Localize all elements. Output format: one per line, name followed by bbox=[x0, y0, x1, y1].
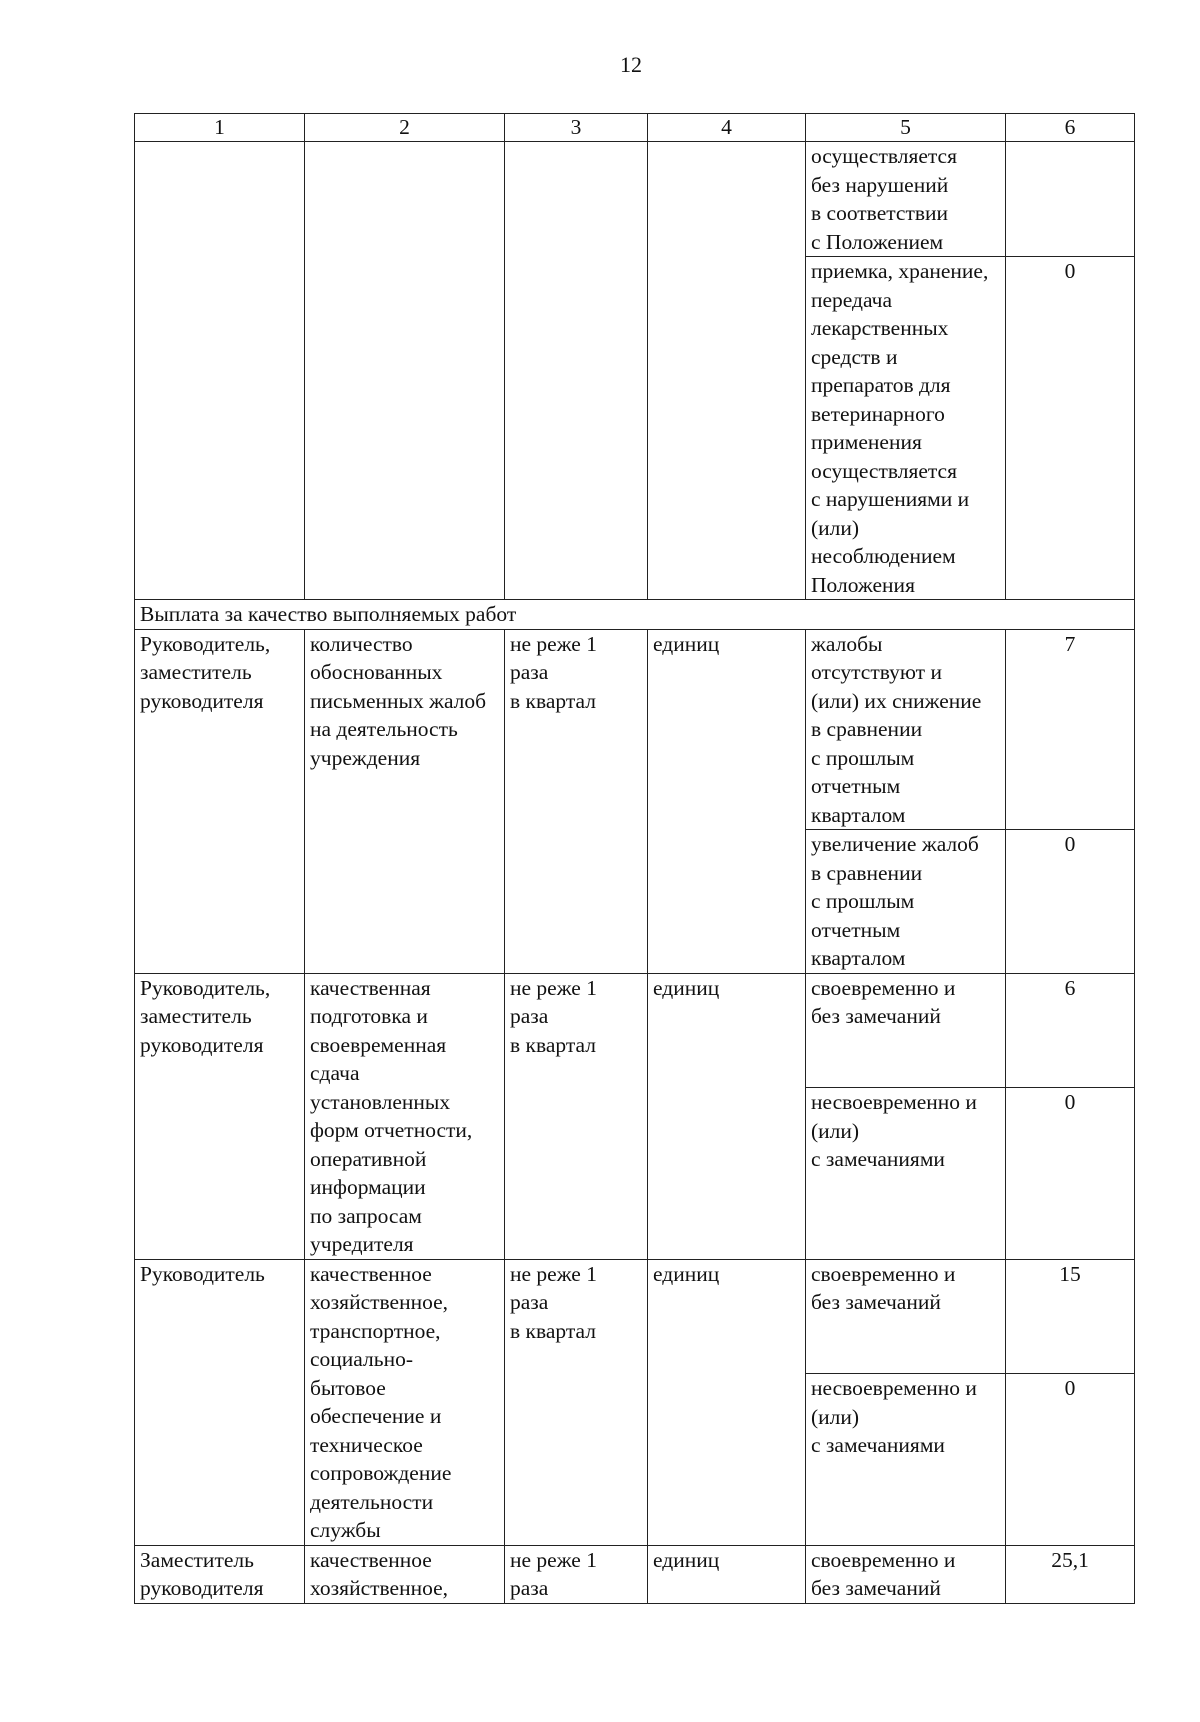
cell-line: с Положением bbox=[811, 229, 944, 254]
score-cell: 0 bbox=[1006, 1374, 1135, 1545]
cell-line: без нарушений bbox=[811, 172, 949, 197]
cell-line: своевременно и bbox=[811, 975, 956, 1000]
cell-line: руководителя bbox=[140, 1576, 264, 1600]
score-cell: 7 bbox=[1006, 629, 1135, 830]
cell-line: Заместитель bbox=[140, 1547, 254, 1572]
table-row bbox=[135, 973, 1135, 1088]
cell-line: приемка, хранение, bbox=[811, 259, 989, 283]
position-cell bbox=[135, 142, 305, 600]
header-cell: 3 bbox=[505, 114, 648, 142]
table-row bbox=[135, 1545, 1135, 1603]
cell-line: учреждения bbox=[310, 745, 421, 770]
criteria-cell bbox=[806, 1088, 1006, 1259]
cell-line: установленных bbox=[310, 1089, 451, 1114]
cell-line: единиц bbox=[653, 1547, 720, 1572]
cell-line: в сравнении bbox=[811, 717, 923, 741]
unit-cell bbox=[648, 973, 806, 1259]
indicator-cell bbox=[305, 629, 505, 973]
cell-line: транспортное, bbox=[310, 1318, 441, 1343]
cell-line: руководителя bbox=[140, 1032, 264, 1057]
cell-line: с замечаниями bbox=[811, 1147, 945, 1172]
cell-line: не реже 1 bbox=[510, 1261, 597, 1286]
cell-line: службы bbox=[310, 1518, 381, 1542]
cell-line: отсутствуют и bbox=[811, 660, 942, 684]
cell-line: жалобы bbox=[811, 631, 883, 656]
cell-line: в квартал bbox=[510, 1318, 596, 1343]
unit-cell bbox=[648, 1259, 806, 1545]
indicator-cell bbox=[305, 142, 505, 600]
cell-line: подготовка и bbox=[310, 1004, 428, 1028]
cell-line: несвоевременно и bbox=[811, 1090, 977, 1115]
cell-line: раза bbox=[510, 1004, 549, 1028]
header-row bbox=[135, 114, 1135, 142]
cell-line: с прошлым bbox=[811, 745, 915, 770]
cell-line: не реже 1 bbox=[510, 1547, 597, 1572]
score-cell: 15 bbox=[1006, 1259, 1135, 1374]
cell-line: единиц bbox=[653, 631, 720, 656]
criteria-table bbox=[134, 113, 1135, 1604]
criteria-cell bbox=[806, 830, 1006, 974]
cell-line: не реже 1 bbox=[510, 975, 597, 1000]
table-row bbox=[135, 629, 1135, 830]
cell-line: с прошлым bbox=[811, 889, 915, 913]
score-cell: 6 bbox=[1006, 973, 1135, 1088]
cell-line: с нарушениями и bbox=[811, 487, 970, 511]
section-row bbox=[135, 600, 1135, 630]
cell-line: заместитель bbox=[140, 1004, 252, 1028]
score-cell: 0 bbox=[1006, 830, 1135, 974]
cell-line: без замечаний bbox=[811, 1576, 941, 1600]
cell-line: (или) bbox=[811, 1404, 860, 1429]
period-cell bbox=[505, 973, 648, 1259]
cell-line: увеличение жалоб bbox=[811, 832, 979, 856]
criteria-cell bbox=[806, 1374, 1006, 1545]
cell-line: несоблюдением bbox=[811, 544, 956, 568]
cell-line: Руководитель, bbox=[140, 975, 271, 1000]
cell-line: Руководитель, bbox=[140, 631, 271, 656]
cell-line: своевременно и bbox=[811, 1547, 956, 1572]
cell-line: руководителя bbox=[140, 688, 264, 713]
cell-line: техническое bbox=[310, 1432, 423, 1457]
cell-line: передача bbox=[811, 287, 893, 312]
indicator-cell bbox=[305, 1259, 505, 1545]
cell-line: деятельности bbox=[310, 1489, 434, 1514]
cell-line: социально- bbox=[310, 1347, 413, 1371]
criteria-cell bbox=[806, 142, 1006, 257]
criteria-cell bbox=[806, 629, 1006, 830]
cell-line: учредителя bbox=[310, 1232, 414, 1256]
cell-line: в сравнении bbox=[811, 860, 923, 885]
cell-line: отчетным bbox=[811, 917, 901, 942]
cell-line: с замечаниями bbox=[811, 1433, 945, 1458]
cell-line: единиц bbox=[653, 1261, 720, 1286]
section-title: Выплата за качество выполняемых работ bbox=[135, 600, 1135, 630]
score-cell bbox=[1006, 142, 1135, 257]
cell-line: качественное bbox=[310, 1547, 432, 1572]
cell-line: средств и bbox=[811, 344, 898, 369]
criteria-cell bbox=[806, 973, 1006, 1088]
period-cell bbox=[505, 1545, 648, 1603]
cell-line: на деятельность bbox=[310, 717, 458, 741]
indicator-cell bbox=[305, 1545, 505, 1603]
cell-line: без замечаний bbox=[811, 1004, 941, 1028]
position-cell bbox=[135, 1259, 305, 1545]
cell-line: в квартал bbox=[510, 1032, 596, 1057]
score-cell: 25,1 bbox=[1006, 1545, 1135, 1603]
page-number: 12 bbox=[620, 52, 642, 77]
cell-line: по запросам bbox=[310, 1203, 422, 1228]
cell-line: препаратов для bbox=[811, 373, 951, 397]
unit-cell bbox=[648, 142, 806, 600]
cell-line: информации bbox=[310, 1175, 426, 1199]
cell-line: в квартал bbox=[510, 688, 596, 713]
cell-line: своевременно и bbox=[811, 1261, 956, 1286]
cell-line: раза bbox=[510, 1290, 549, 1314]
cell-line: (или) их снижение bbox=[811, 688, 982, 713]
cell-line: обоснованных bbox=[310, 660, 443, 684]
cell-line: форм отчетности, bbox=[310, 1118, 473, 1142]
cell-line: применения bbox=[811, 430, 922, 454]
indicator-cell bbox=[305, 973, 505, 1259]
cell-line: не реже 1 bbox=[510, 631, 597, 656]
cell-line: без замечаний bbox=[811, 1290, 941, 1314]
cell-line: обеспечение и bbox=[310, 1404, 442, 1428]
cell-line: лекарственных bbox=[811, 316, 949, 340]
cell-line: (или) bbox=[811, 515, 860, 540]
cell-line: письменных жалоб bbox=[310, 688, 487, 713]
cell-line: несвоевременно и bbox=[811, 1376, 977, 1401]
cell-line: Руководитель bbox=[140, 1261, 265, 1286]
period-cell bbox=[505, 142, 648, 600]
cell-line: кварталом bbox=[811, 802, 906, 827]
criteria-cell bbox=[806, 1259, 1006, 1374]
unit-cell bbox=[648, 1545, 806, 1603]
cell-line: осуществляется bbox=[811, 144, 957, 168]
score-cell: 0 bbox=[1006, 257, 1135, 600]
cell-line: кварталом bbox=[811, 946, 906, 970]
cell-line: (или) bbox=[811, 1118, 860, 1143]
score-cell: 0 bbox=[1006, 1088, 1135, 1259]
cell-line: осуществляется bbox=[811, 458, 957, 483]
position-cell bbox=[135, 973, 305, 1259]
criteria-cell bbox=[806, 1545, 1006, 1603]
cell-line: в соответствии bbox=[811, 201, 949, 225]
cell-line: хозяйственное, bbox=[310, 1576, 449, 1600]
header-cell: 5 bbox=[806, 114, 1006, 142]
header-cell: 4 bbox=[648, 114, 806, 142]
cell-line: раза bbox=[510, 1576, 549, 1600]
criteria-cell bbox=[806, 257, 1006, 600]
cell-line: ветеринарного bbox=[811, 401, 945, 426]
cell-line: своевременная bbox=[310, 1032, 447, 1057]
cell-line: отчетным bbox=[811, 774, 901, 798]
header-cell: 6 bbox=[1006, 114, 1135, 142]
unit-cell bbox=[648, 629, 806, 973]
cell-line: раза bbox=[510, 660, 549, 684]
cell-line: заместитель bbox=[140, 660, 252, 684]
table-row bbox=[135, 1259, 1135, 1374]
cell-line: количество bbox=[310, 631, 413, 656]
cell-line: сдача bbox=[310, 1061, 360, 1085]
cell-line: качественная bbox=[310, 975, 431, 1000]
cell-line: сопровождение bbox=[310, 1461, 452, 1485]
header-cell: 2 bbox=[305, 114, 505, 142]
cell-line: бытовое bbox=[310, 1375, 386, 1400]
position-cell bbox=[135, 1545, 305, 1603]
header-cell: 1 bbox=[135, 114, 305, 142]
cell-line: качественное bbox=[310, 1261, 432, 1286]
cell-line: хозяйственное, bbox=[310, 1290, 449, 1314]
period-cell bbox=[505, 1259, 648, 1545]
table-row bbox=[135, 142, 1135, 257]
cell-line: единиц bbox=[653, 975, 720, 1000]
cell-line: оперативной bbox=[310, 1146, 427, 1171]
period-cell bbox=[505, 629, 648, 973]
position-cell bbox=[135, 629, 305, 973]
cell-line: Положения bbox=[811, 572, 915, 597]
